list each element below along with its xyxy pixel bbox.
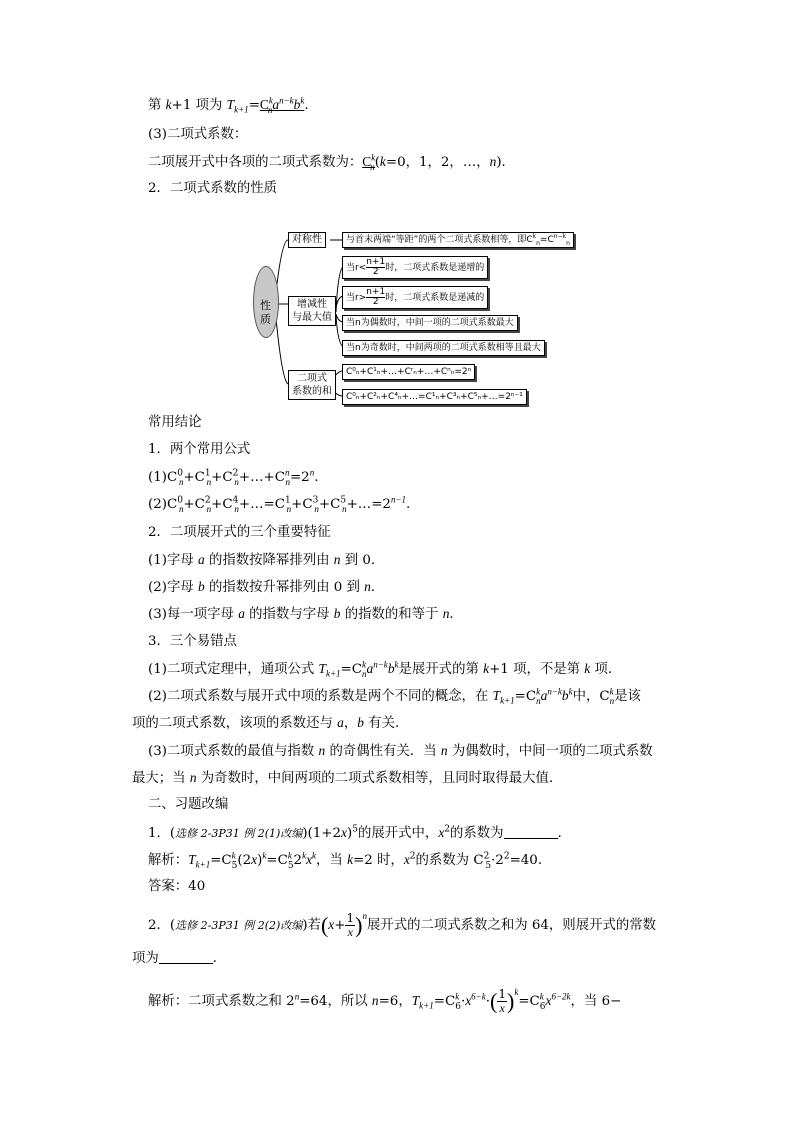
section-properties-heading: 2．二项式系数的性质 (148, 181, 278, 196)
binomial-coefficient-line: 二项展开式中各项的二项式系数为：$C^k_n(k=0$，1，2，…，n)． (148, 152, 515, 172)
answer-blank (504, 826, 558, 839)
common-conclusions-heading: 常用结论 (148, 415, 202, 430)
diagram-connectors (0, 0, 794, 420)
feature-3: (3)每一项字母 a 的指数与字母 b 的指数的和等于 n. (148, 606, 454, 622)
three-features-heading: 2．二项展开式的三个重要特征 (148, 525, 331, 540)
general-term-line: 第 k+1 项为 $T_{k+1}=C^k_na^{n-k}b^k$. (148, 95, 309, 115)
diagram-node-symmetry: 对称性 (288, 232, 326, 248)
diagram-mono-increasing: 当r< $\frac{n+1}{2}$ 时，二项式系数是递增的 (342, 256, 488, 279)
feature-1: (1)字母 a 的指数按降幂排列由 n 到 0. (148, 552, 376, 568)
pitfall-2-cont: 项的二项式系数，该项的系数还与 a，b 有关． (132, 715, 409, 731)
pitfall-2: (2)二项式系数与展开式中项的系数是两个不同的概念，在 $T_{k+1}=C^k_na^{n-k}b^k$中，$C^k_n$是该 (148, 686, 641, 706)
diagram-node-sum: 二项式 系数的和 (288, 370, 336, 400)
binomial-coefficient-heading: (3)二项式系数： (148, 127, 248, 142)
diagram-mono-decreasing: 当r> $\frac{n+1}{2}$ 时，二项式系数是递减的 (342, 286, 488, 309)
pitfall-3: (3)二项式系数的最值与指数 n 的奇偶性有关．当 n 为偶数时，中间一项的二项式系数 (148, 743, 653, 759)
two-formulas-heading: 1．两个常用公式 (148, 442, 251, 457)
diagram-mono-even: 当n为偶数时，中间一项的二项式系数最大 (342, 315, 518, 331)
exercises-heading: 二、习题改编 (148, 797, 229, 812)
solution-1: 解析：$T_{k+1}=C^k_5(2x)^k=C^k_52^kx^k$，当 k=2 时，$x^2$的系数为 $C^2_5\cdot 2^2=40$. (148, 850, 543, 871)
exercise-2-cont: 项为 ． (132, 951, 227, 966)
pitfall-3-cont: 最大；当 n 为奇数时，中间两项的二项式系数相等，且同时取得最大值． (132, 770, 563, 786)
diagram-sum-parity: C⁰ₙ+C²ₙ+C⁴ₙ+…=C¹ₙ+C³ₙ+C⁵ₙ+…=2ⁿ⁻¹ (342, 389, 527, 405)
formula-sum-parity: $(2)C^0_n+C^2_n+C^4_n+\dots=C^1_n+C^3_n+C^5_n+\dots=2^{n-1}$. (148, 494, 411, 514)
diagram-mono-odd: 当n为奇数时，中间两项的二项式系数相等且最大 (342, 340, 545, 356)
formula-sum-all: $(1)C^0_n+C^1_n+C^2_n+\dots+C^n_n=2^n$. (148, 467, 319, 487)
diagram-node-monotonic: 增减性 与最大值 (288, 296, 336, 326)
answer-1: 答案：40 (148, 879, 206, 894)
exercise-1: 1．(选修 2-3P31 例 2(1)改编)$(1+2x)^5$的展开式中，$x^2$的系数为 ． (148, 824, 571, 841)
diagram-sum-all: C⁰ₙ+C¹ₙ+…+Cʳₙ+…+Cⁿₙ=2ⁿ (342, 364, 475, 380)
feature-2: (2)字母 b 的指数按升幂排列由 0 到 n. (148, 579, 376, 595)
diagram-symmetry-desc: 与首末两端“等距”的两个二项式系数相等，即$C^k_n=C^{n-k}_n$ (342, 232, 574, 248)
connector-root-sum (276, 318, 288, 384)
solution-2: 解析：二项式系数之和 $2^n=64$，所以 n=6，$T_{k+1}=C^k_6\cdot x^{6-k}\cdot$( $\frac{1}{x}$ )$^k=C^k_6x^{6-2k}$，当 6− (148, 987, 622, 1015)
answer-blank-2 (159, 951, 213, 964)
exercise-2: 2．(选修 2-3P31 例 2(2)改编)若(x+ $\frac{1}{x}$ )$^n$展开式的二项式系数之和为 64，则展开式的常数 (148, 911, 657, 939)
three-pitfalls-heading: 3．三个易错点 (148, 634, 237, 649)
pitfall-1: (1)二项式定理中，通项公式 $T_{k+1}=C^k_na^{n-k}b^k$是展开式的第 k+1 项，不是第 k 项． (148, 659, 622, 679)
connector-root-symmetry (276, 240, 288, 292)
diagram-root-node: 性 质 (253, 266, 279, 338)
